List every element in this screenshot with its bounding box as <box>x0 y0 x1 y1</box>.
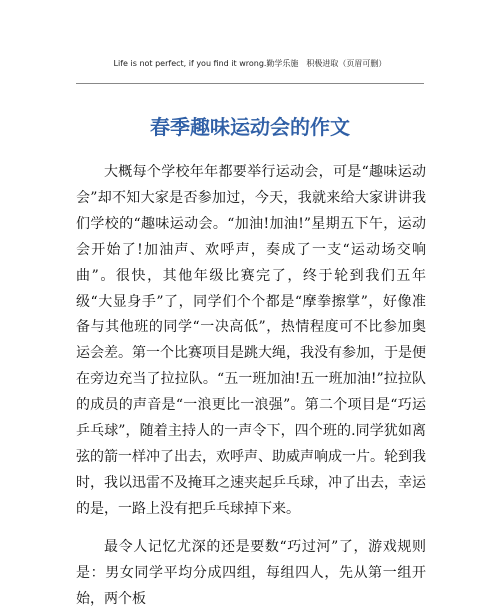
header-divider <box>76 83 424 84</box>
page-header: Life is not perfect, if you find it wrong.勤学乐施 积极进取（页眉可删） <box>113 59 387 68</box>
paragraph-1: 大概每个学校年年都要举行运动会，可是“趣味运动会”却不知大家是否参加过，今天，我就来给大家讲讲我们学校的“趣味运动会。“加油!加油!”星期五下午，运动会开始了!加油声、欢呼声，奏成了一支“运动场交响曲”。很快，其他年级比赛完了，终于轮到我们五年级“大显身手”了，同学们个个都是“摩拳擦掌”，好像准备与其他班的同学“一决高低”，热情程度可不比参加奥运会差。第一个比赛项目是跳大绳，我没有参加，于是便在旁边充当了拉拉队。“五一班加油!五一班加油!”拉拉队的成员的声音是“一浪更比一浪强”。第二个项目是“巧运乒乓球”，随着主持人的一声令下，四个班的.同学犹如离弦的箭一样冲了出去，欢呼声、助威声响成一片。轮到我时，我以迅雷不及掩耳之速夹起乒乓球，冲了出去，幸运的是，一路上没有把乒乓球掉下来。 <box>76 164 426 517</box>
paragraph-2: 最令人记忆尤深的还是要数“巧过河”了，游戏规则是：男女同学平均分成四组，每组四人，先从第一组开始，两个板 <box>76 538 426 607</box>
document-body <box>76 160 426 612</box>
document-title: 春季趣味运动会的作文 <box>150 115 350 140</box>
